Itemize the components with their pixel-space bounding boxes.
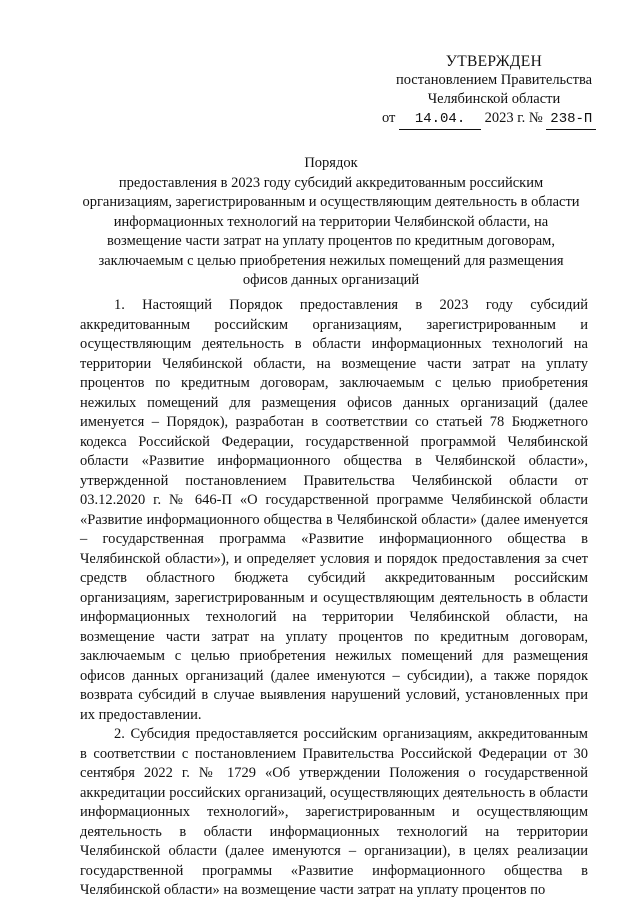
document-title [66, 154, 596, 291]
title-line: организациям, зарегистрированным и осуществляющим деятельность в области [82, 194, 580, 210]
approval-heading: УТВЕРЖДЕН [445, 53, 543, 70]
from-label: от [382, 110, 396, 126]
number-label: № [528, 110, 543, 126]
title-line: возмещение части затрат на уплату процентов по кредитным договорам, [107, 233, 555, 249]
document-body [80, 296, 588, 901]
approval-number: 238-П [546, 110, 596, 130]
approval-line-1: постановлением Правительства [395, 72, 593, 88]
title-line: офисов данных организаций [242, 272, 420, 288]
approval-stamp [384, 52, 604, 130]
approval-date: 14.04. [399, 110, 481, 130]
title-word: Порядок [304, 155, 358, 171]
approval-year: 2023 г. [484, 110, 526, 126]
title-line: заключаемым с целью приобретения нежилых помещений для размещения [98, 252, 564, 269]
approval-line-2: Челябинской области [427, 91, 561, 107]
paragraph-1: 1. Настоящий Порядок предоставления в 2023 году субсидий аккредитованным российским организациям, зарегистрированным и осуществляющим деятельность в области информационных технологий на территории Челябинской области, на возмещение части затрат на уплату процентов по кредитным договорам, заключаемым с целью приобретения нежилых помещений для размещения офисов данных организаций (далее именуется – Порядок), разработан в соответствии со статьей 78 Бюджетного кодекса Российской Федерации, государственной программой Челябинской области «Развитие информационного общества в Челябинской области», утвержденной постановлением Правительства Челябинской области от 03.12.2020 г. № 646-П «О государственной программе Челябинской области «Развитие информационного общества в Челябинской области» (далее именуется – государственная программа «Развитие информационного общества в Челябинской области»), и определяет условия и порядок предоставления за счет средств областного бюджета субсидий аккредитованным российским организациям, зарегистрированным и осуществляющим деятельность в области информационных технологий на территории Челябинской области, на возмещение части затрат на уплату процентов по кредитным договорам, заключаемым с целью приобретения нежилых помещений для размещения офисов данных организаций (далее именуются – субсидии), а также порядок возврата субсидий в случае выявления нарушений условий, установленных при их предоставлении. [80, 297, 588, 723]
approval-date-line [382, 109, 604, 130]
title-line: предоставления в 2023 году субсидий аккредитованным российским [118, 174, 544, 191]
paragraph-2: 2. Субсидия предоставляется российским организациям, аккредитованным в соответствии с постановлением Правительства Российской Федерации от 30 сентября 2022 г. № 1729 «Об утверждении Положения о государственной аккредитации российских организаций, осуществляющих деятельность в области информационных технологий», зарегистрированным и осуществляющим деятельность в области информационных технологий на территории Челябинской области (далее именуются – организации), в целях реализации государственной программы «Развитие информационного общества в Челябинской области» на возмещение части затрат на уплату процентов по [80, 726, 588, 898]
title-line: информационных технологий на территории Челябинской области, на [113, 213, 549, 230]
